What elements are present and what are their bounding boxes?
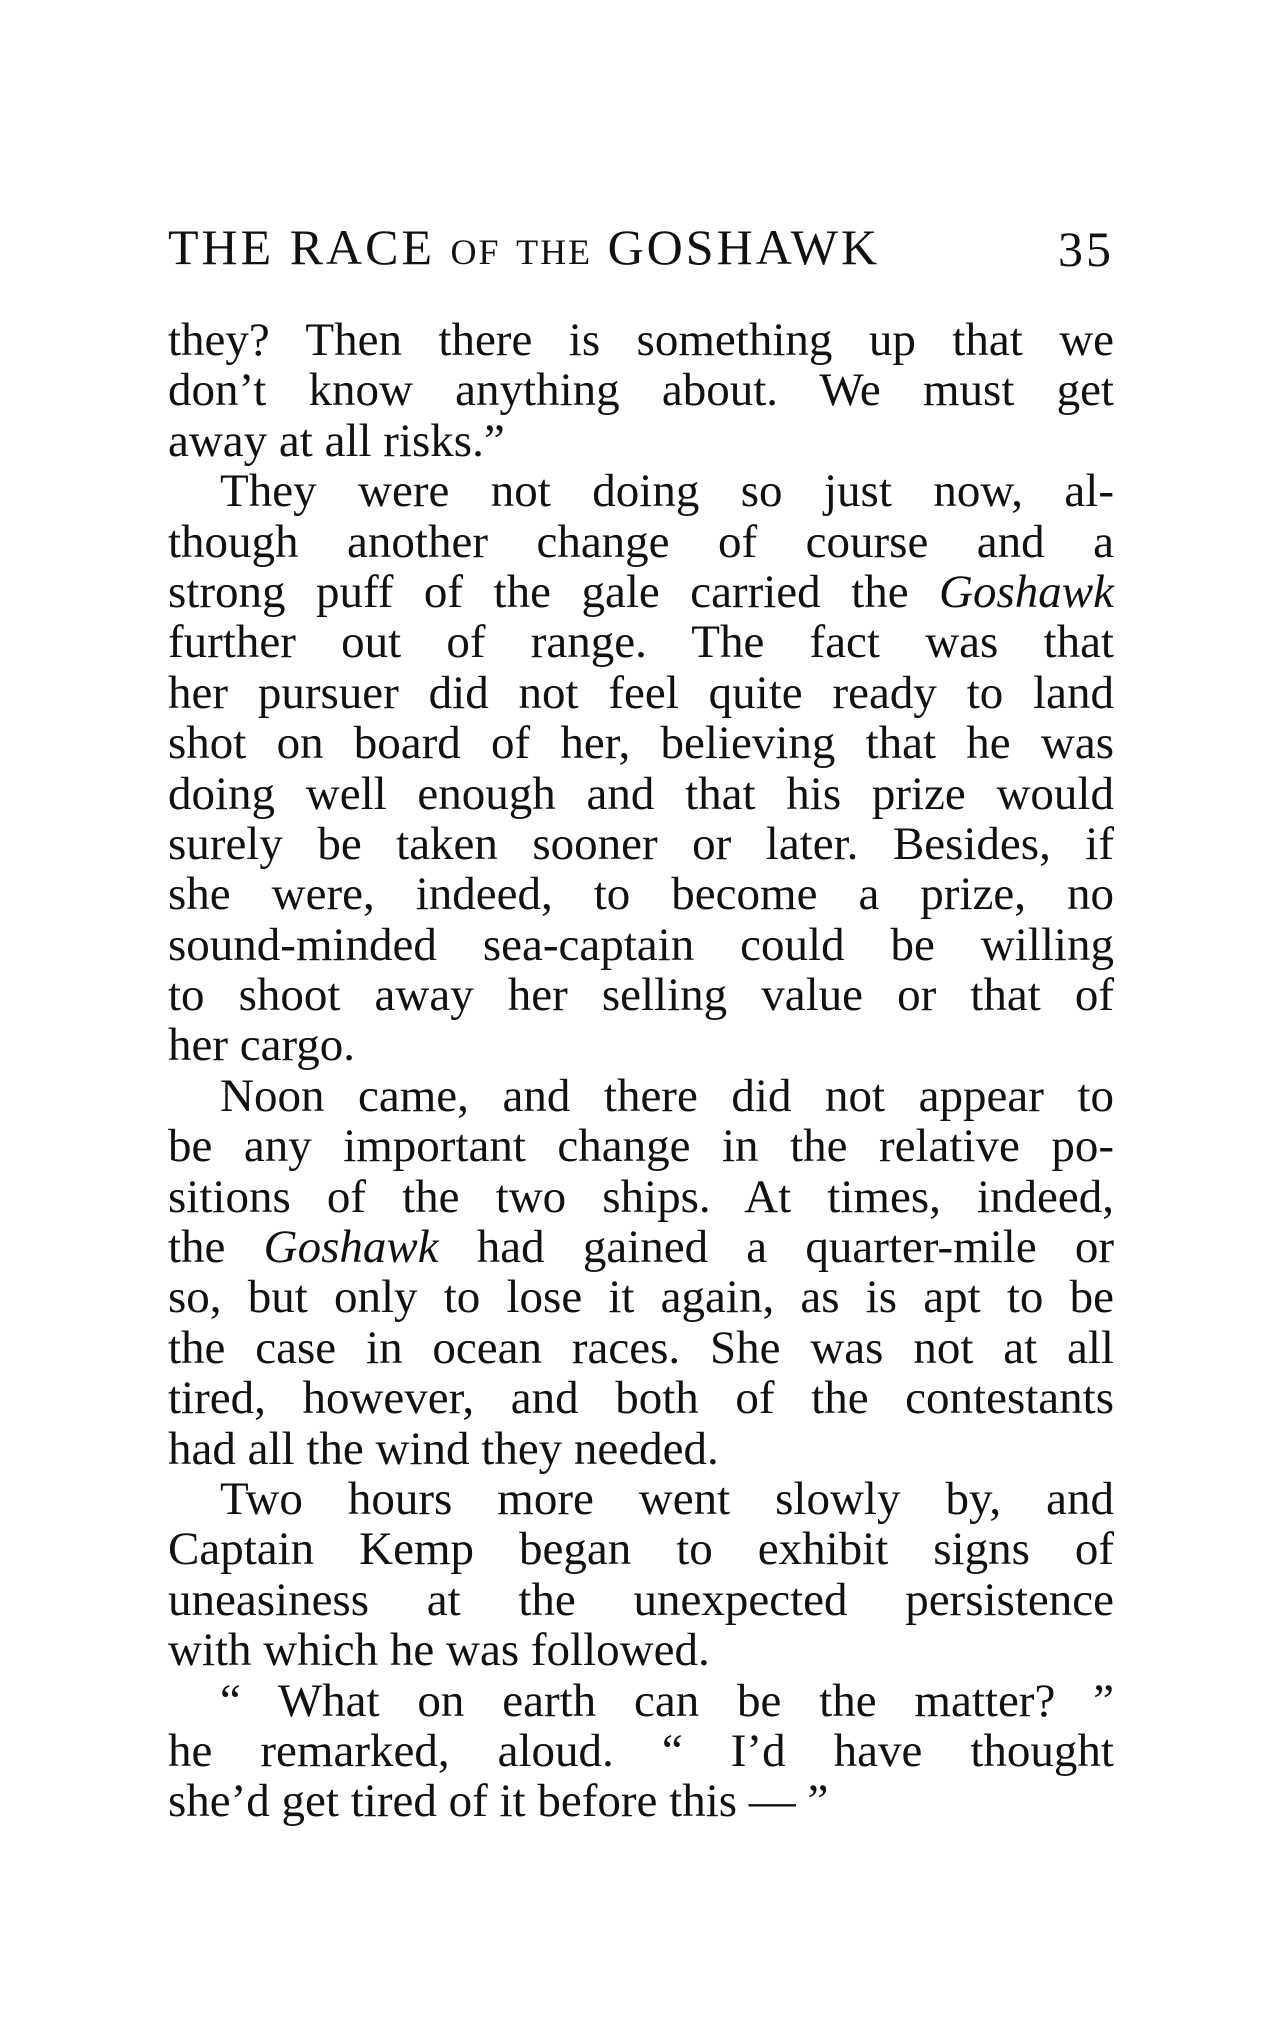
running-header bbox=[168, 212, 1114, 282]
text-line: further out of range. The fact was that bbox=[168, 616, 1114, 669]
running-title-part: THE RACE bbox=[168, 219, 436, 275]
running-title-the: THE bbox=[516, 232, 593, 272]
text-segment: strong puff of the gale carried the bbox=[168, 565, 909, 618]
text-line: the case in ocean races. She was not at all bbox=[168, 1321, 1114, 1374]
text-line: though another change of course and a bbox=[168, 515, 1114, 568]
text-line: to shoot away her selling value or that of bbox=[168, 969, 1114, 1022]
text-line: with which he was followed. bbox=[168, 1624, 710, 1677]
running-title bbox=[168, 212, 880, 287]
text-line: surely be taken sooner or later. Besides, if bbox=[168, 817, 1114, 870]
text-line: she were, indeed, to become a prize, no bbox=[168, 868, 1114, 921]
text-line: uneasiness at the unexpected persistence bbox=[168, 1573, 1114, 1626]
text-line: Two hours more went slowly by, and bbox=[220, 1472, 1114, 1525]
body-text bbox=[168, 315, 1114, 1827]
running-title-part: GOSHAWK bbox=[607, 219, 881, 275]
text-segment: the bbox=[168, 1221, 226, 1274]
text-line: so, but only to lose it again, as is apt to be bbox=[168, 1271, 1114, 1324]
text-line bbox=[168, 1222, 1114, 1272]
text-line: her cargo. bbox=[168, 1019, 356, 1072]
text-line: Captain Kemp began to exhibit signs of bbox=[168, 1523, 1114, 1576]
text-line: they? Then there is something up that we bbox=[168, 314, 1114, 366]
text-line: sitions of the two ships. At times, indeed, bbox=[168, 1170, 1114, 1223]
text-line: don’t know anything about. We must get bbox=[168, 364, 1114, 417]
text-line: Noon came, and there did not appear to bbox=[220, 1069, 1114, 1122]
text-line: “ What on earth can be the matter? ” bbox=[220, 1674, 1114, 1727]
ship-name: Goshawk bbox=[263, 1221, 439, 1274]
text-line: had all the wind they needed. bbox=[168, 1422, 719, 1475]
text-line: tired, however, and both of the contestants bbox=[168, 1372, 1114, 1425]
ship-name: Goshawk bbox=[939, 565, 1114, 618]
text-line: he remarked, aloud. “ I’d have thought bbox=[168, 1724, 1114, 1777]
text-line: doing well enough and that his prize would bbox=[168, 767, 1114, 820]
text-line: she’d get tired of it before this — ” bbox=[168, 1775, 829, 1828]
running-title-of: OF bbox=[450, 232, 501, 272]
text-line: away at all risks.” bbox=[168, 414, 505, 467]
text-line bbox=[168, 567, 1114, 617]
text-line: They were not doing so just now, al- bbox=[220, 465, 1114, 518]
text-line: shot on board of her, believing that he was bbox=[168, 717, 1114, 770]
text-line: her pursuer did not feel quite ready to land bbox=[168, 666, 1114, 719]
page-number: 35 bbox=[1058, 221, 1114, 277]
text-line: sound-minded sea-captain could be willing bbox=[168, 918, 1114, 971]
text-segment: had gained a quarter-mile or bbox=[476, 1221, 1115, 1274]
text-line: be any important change in the relative po- bbox=[168, 1120, 1114, 1173]
